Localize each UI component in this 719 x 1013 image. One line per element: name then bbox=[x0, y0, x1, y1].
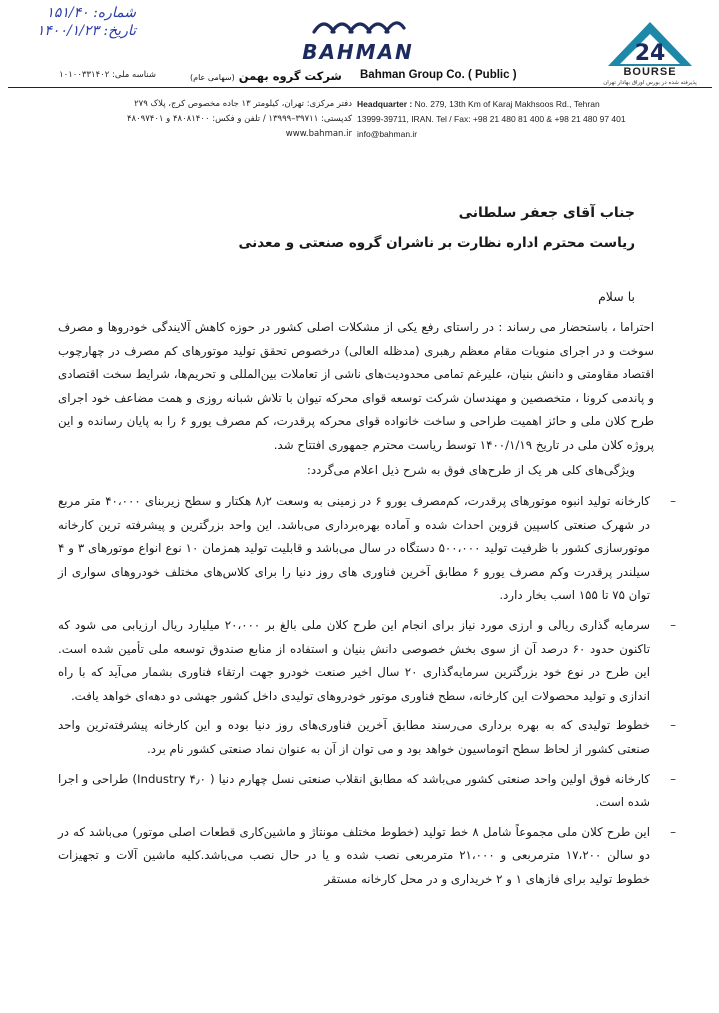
handwritten-number: شماره: ۱۵۱/۴۰ bbox=[46, 5, 136, 21]
company-name-fa-text: شرکت گروه بهمن bbox=[238, 69, 342, 83]
dash-bullet: – bbox=[670, 617, 676, 632]
greeting: با سلام bbox=[598, 289, 635, 304]
list-item-text: سرمایه گذاری ریالی و ارزی مورد نیاز برای انجام این طرح کلان ملی بالغ بر ۲۰،۰۰۰ میلیارد ریال ارزیابی می شود که تاکنون حدود ۶۰ درصد آن از سوی بخش خصوصی دانش بنیان و استفاده از منابع صندوق توسعه ملی تأمین شده است. این طرح در نوع خود بزرگترین سرمایه‌گذاری ۲۰ سال اخیر صنعت خودرو جهت ارتقاء فناوری بشمار می‌آید که با راه اندازی و تولید محصولات این کارخانه، سطح فناوری موتور خودروهای تولیدی داخل کشور جهشی دو دهه‌ای خواهد یافت. bbox=[58, 617, 651, 703]
email-link[interactable]: info@bahman.ir bbox=[357, 129, 418, 139]
address-en bbox=[357, 97, 707, 142]
address-en-line: 13999-39711, IRAN. Tel / Fax: +98 21 480 81 400 & +98 21 480 97 401 bbox=[357, 114, 626, 124]
intro-paragraph: احتراما ، باستحضار می رساند : در راستای رفع یکی از مشکلات اصلی کشور در حوزه کاهش آلایندگی خودروها و مصرف سوخت و در اجرای منویات مقام معظم رهبری (مدظله العالی) درخصوص تحقق تولید موتورهای کم مصرف در چهارچوب اقتصاد مقاومتی و دانش بنیان، علیرغم تمامی محدودیت‌های ناشی از تعاملات بین‌المللی و تحریم‌ها، شرایط سخت اقتصادی و پاندمی کرونا ، متخصصین و مهندسان شرکت توسعه قوای محرکه تیوان با تلاش شبانه روزی و همت مضاعف خود اجرای طرح کلان ملی و حائز اهمیت طراحی و ساخت خانواده قوای محرکه پرقدرت، کم مصرف یورو ۶ را به پایان رسانده و این پروژه کلان ملی در تاریخ ۱۴۰۰/۱/۱۹ توسط ریاست محترم جمهوری افتتاح شد. bbox=[58, 320, 654, 452]
list-item bbox=[58, 714, 678, 761]
features-heading: ویژگی‌های کلی هر یک از طرح‌های فوق به شرح ذیل اعلام می‌گردد: bbox=[306, 463, 635, 477]
handwritten-reference bbox=[6, 4, 136, 40]
address-en-label: Headquarter : bbox=[357, 99, 413, 109]
dash-bullet: – bbox=[670, 494, 676, 508]
list-item bbox=[58, 490, 678, 608]
national-id: شناسه ملی: ۱۰۱۰۰۳۳۱۴۰۲ bbox=[59, 70, 156, 80]
dash-bullet: – bbox=[670, 824, 676, 839]
address-fa bbox=[12, 97, 352, 142]
company-name-en: Bahman Group Co. ( Public ) bbox=[360, 69, 517, 81]
list-item bbox=[58, 821, 678, 892]
bourse-wordmark: BOURSE bbox=[623, 66, 677, 78]
dash-bullet: – bbox=[670, 718, 676, 733]
svg-text:24: 24 bbox=[634, 41, 666, 66]
list-item-text: این طرح کلان ملی مجموعاً شامل ۸ خط تولید (خطوط مختلف مونتاژ و ماشین‌کاری قطعات اصلی موتور) می‌باشد که در دو سالن ۱۷،۲۰۰ مترمربعی و ۲۱،۰۰۰ مترمربعی نصب شده و یا در حال نصب می‌باشد.کلیه ماشین آلات و تجهیزات خطوط تولید برای فازهای ۱ و ۲ خریداری و در محل کارخانه مستقر bbox=[58, 824, 650, 886]
address-en-text: No. 279, 13th Km of Karaj Makhsoos Rd., Tehran bbox=[414, 99, 600, 109]
address-fa-line: دفتر مرکزی: تهران، کیلومتر ۱۳ جاده مخصوص کرج، پلاک ۲۷۹ bbox=[134, 99, 352, 109]
bahman-logo-icon bbox=[308, 14, 408, 38]
company-type-fa: (سهامی عام) bbox=[190, 73, 235, 82]
website-link[interactable]: www.bahman.ir bbox=[285, 129, 352, 139]
header-divider bbox=[8, 87, 712, 88]
address-en-line bbox=[357, 97, 707, 112]
address-fa-line: کدپستی: ۳۹۷۱۱–۱۳۹۹۹ / تلفن و فکس: ۴۸۰۸۱۴۰۰ و ۴۸۰۹۷۴۰۱ bbox=[126, 114, 352, 124]
list-item bbox=[58, 614, 678, 708]
recipient-title: ریاست محترم اداره نظارت بر ناشران گروه صنعتی و معدنی bbox=[238, 235, 635, 251]
recipient-name: جناب آقای جعفر سلطانی bbox=[458, 205, 635, 221]
list-item-text: کارخانه تولید انبوه موتورهای پرقدرت، کم‌مصرف یورو ۶ در زمینی به وسعت ۸٫۲ هکتار و سطح زیربنای ۴۰،۰۰۰ متر مربع در شهرک صنعتی کاسپین قزوین احداث شده و آماده بهره‌برداری می‌باشد. این واحد بزرگترین و پیشرفته ترین کارخانه موتورسازی کشور با ظرفیت تولید ۵۰۰،۰۰۰ دستگاه در سال می‌باشد و قابلیت تولید همزمان ۱۰ نوع انواع موتورهای ۳ و ۴ سیلندر پرقدرت وکم مصرف یورو ۶ مطابق آخرین فناوری های روز دنیا را برای کلاس‌های مختلف خودروهای سواری از توان ۷۵ تا ۱۵۵ اسب بخار دارد. bbox=[58, 494, 650, 603]
features-list bbox=[58, 490, 678, 898]
company-name-fa bbox=[190, 69, 342, 83]
bourse-caption: پذیرفته شده در بورس اوراق بهادار تهران bbox=[603, 80, 697, 86]
handwritten-date: تاریخ: ۱۴۰۰/۱/۲۳ bbox=[36, 23, 136, 39]
list-item-text: کارخانه فوق اولین واحد صنعتی کشور می‌باشد که مطابق انقلاب صنعتی نسل چهارم دنیا ( Industry ۴٫۰) طراحی و اجرا شده است. bbox=[58, 771, 651, 810]
brand-wordmark: BAHMAN bbox=[302, 40, 414, 64]
list-item-text: خطوط تولیدی که به بهره برداری می‌رسند مطابق آخرین فناوری‌های روز دنیا بوده و این کارخانه پیشرفته‌ترین واحد صنعتی کشور از لحاظ سطح اتوماسیون خواهد بود و می توان از آن به عنوان نماد صنعتی کشور نام برد. bbox=[58, 718, 650, 756]
dash-bullet: – bbox=[670, 771, 676, 786]
list-item bbox=[58, 768, 678, 815]
